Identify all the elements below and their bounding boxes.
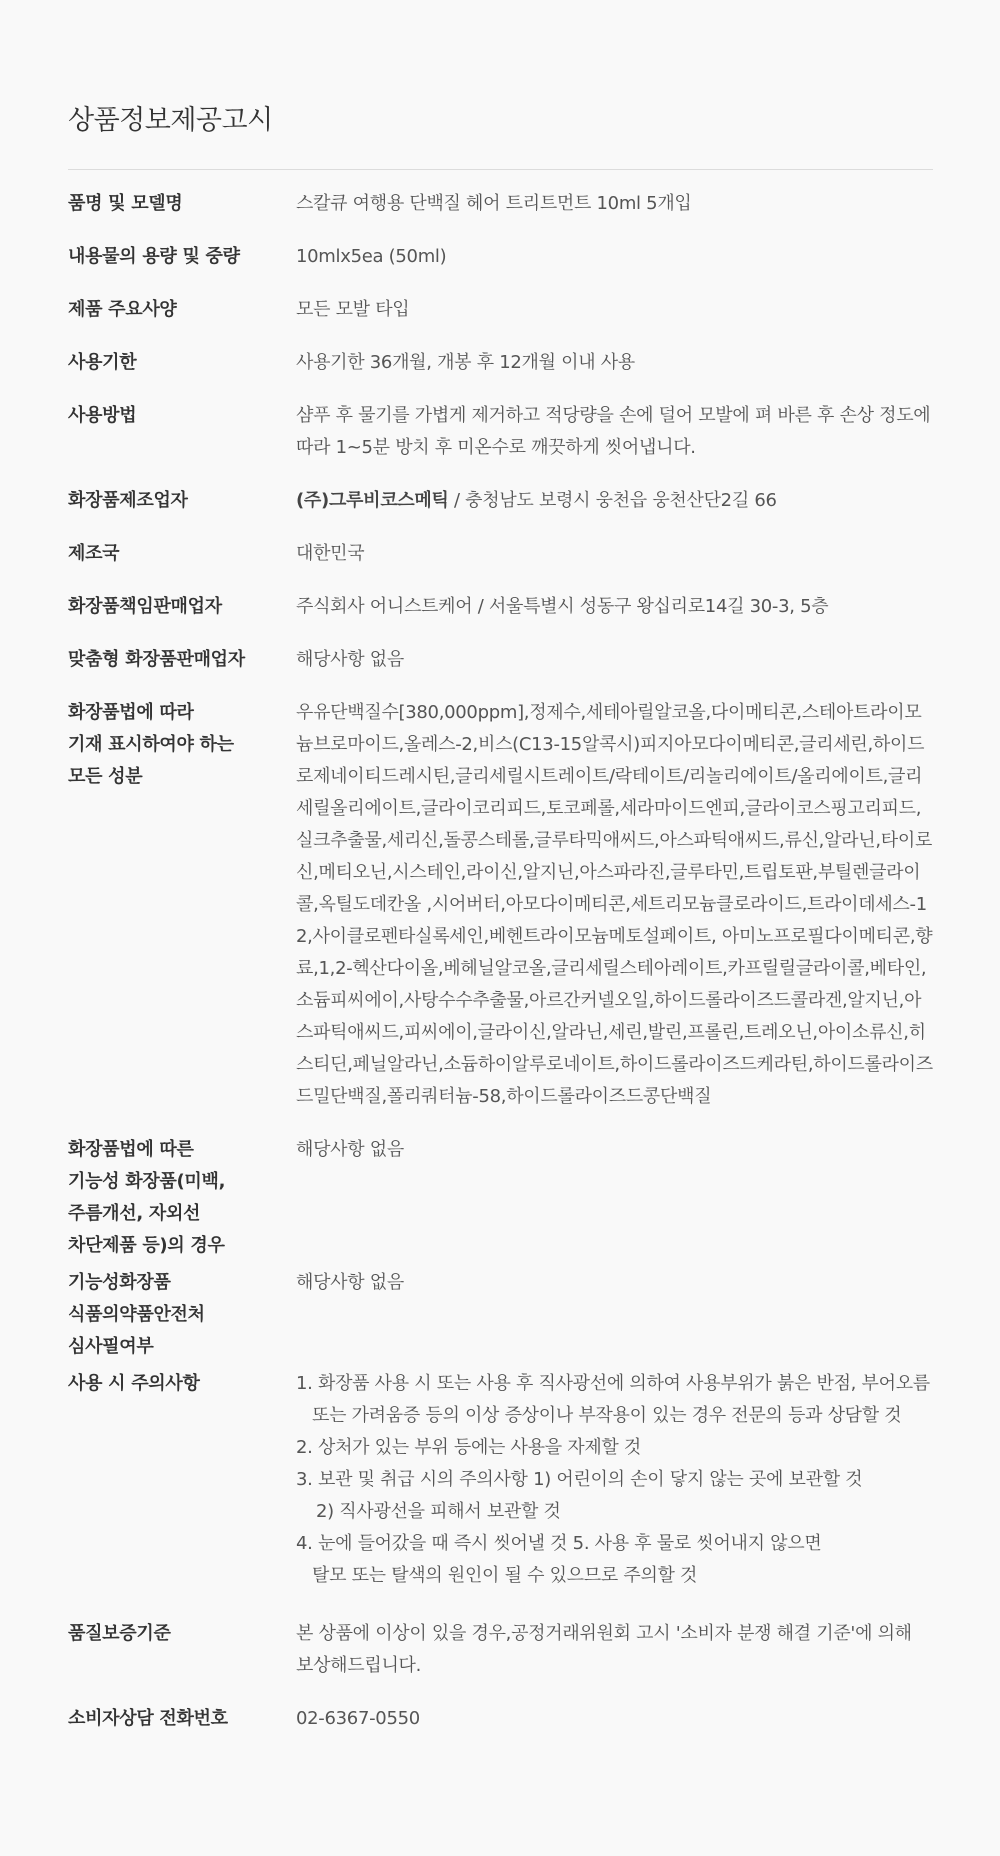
value-line: 샴푸 후 물기를 가볍게 제거하고 적당량을 손에 덜어 모발에 펴 바른 후 손상 정도에	[296, 405, 931, 426]
row-label: 맞춤형 화장품판매업자	[68, 649, 245, 670]
product-info-notice	[68, 0, 933, 1756]
row-label: 제조국	[68, 543, 120, 564]
row-value	[296, 485, 933, 517]
info-row-capacity	[68, 241, 933, 294]
info-row-functional	[68, 1134, 933, 1267]
row-value: 스칼큐 여행용 단백질 헤어 트리트먼트 10ml 5개입	[296, 193, 692, 214]
info-row-spec	[68, 294, 933, 347]
row-value	[296, 400, 933, 464]
row-label: 품질보증기준	[68, 1623, 171, 1644]
info-row-phone	[68, 1703, 933, 1756]
page-title: 상품정보제공고시	[68, 105, 273, 136]
row-label: 사용 시 주의사항	[68, 1373, 200, 1394]
info-row-manufacturer	[68, 485, 933, 538]
manufacturer-address: / 충청남도 보령시 웅천읍 웅천산단2길 66	[448, 490, 777, 511]
value-line: 또는 가려움증 등의 이상 증상이나 부작용이 있는 경우 전문의 등과 상담할 것	[312, 1405, 902, 1426]
info-row-review	[68, 1267, 933, 1368]
row-label: 제품 주요사양	[68, 299, 177, 320]
value-line: 2. 상처가 있는 부위 등에는 사용을 자제할 것	[296, 1437, 642, 1458]
info-row-warranty	[68, 1618, 933, 1703]
row-label: 사용기한	[68, 352, 137, 373]
value-line: 4. 눈에 들어갔을 때 즉시 씻어낼 것 5. 사용 후 물로 씻어내지 않으면	[296, 1533, 822, 1554]
row-label: 사용방법	[68, 405, 137, 426]
info-row-expiry	[68, 347, 933, 400]
value-line: 보상해드립니다.	[296, 1655, 422, 1676]
value-line: 탈모 또는 탈색의 원인이 될 수 있으므로 주의할 것	[312, 1565, 698, 1586]
row-value: 해당사항 없음	[296, 1272, 404, 1293]
row-label: 화장품법에 따른 기능성 화장품(미백, 주름개선, 자외선 차단제품 등)의 경우	[68, 1139, 226, 1256]
value-line: 2) 직사광선을 피해서 보관할 것	[316, 1501, 561, 1522]
row-label: 내용물의 용량 및 중량	[68, 246, 240, 267]
row-label: 화장품법에 따라 기재 표시하여야 하는 모든 성분	[68, 702, 234, 787]
info-row-custom-seller	[68, 644, 933, 697]
value-line: 따라 1~5분 방치 후 미온수로 깨끗하게 씻어냅니다.	[296, 437, 696, 458]
row-value: 우유단백질수[380,000ppm],정제수,세테아릴알코올,다이메티콘,스테아트라이모늄브로마이드,올레스-2,비스(C13-15알콕시)피지아모다이메티콘,글리세린,하이드로제네이티드레시틴,글리세릴시트레이트/락테이트/리놀리에이트/올리에이트,글리세릴올리에이트,글라이코리피드,토코페롤,세라마이드엔피,글라이코스핑고리피드,실크추출물,세리신,돌콩스테롤,글루타믹애씨드,아스파틱애씨드,류신,알라닌,타이로신,메티오닌,시스테인,라이신,알지닌,아스파라진,글루타민,트립토판,부틸렌글라이콜,옥틸도데칸올 ,시어버터,아모다이메티콘,세트리모늄클로라이드,트라이데세스-12,사이클로펜타실록세인,베헨트라이모늄메토설페이트, 아미노프로필다이메티콘,향료,1,2-헥산다이올,베헤닐알코올,글리세릴스테아레이트,카프릴릴글라이콜,베타인,소듐피씨에이,사탕수수추출물,아르간커넬오일,하이드롤라이즈드콜라겐,알지닌,아스파틱애씨드,피씨에이,글라이신,알라닌,세린,발린,프롤린,트레오닌,아이소류신,히스티딘,페닐알라닌,소듐하이알루로네이트,하이드롤라이즈드케라틴,하이드롤라이즈드밀단백질,폴리쿼터늄-58,하이드롤라이즈드콩단백질	[296, 702, 933, 1107]
row-label: 기능성화장품 식품의약품안전처 심사필여부	[68, 1272, 205, 1357]
row-value: 해당사항 없음	[296, 1139, 404, 1160]
row-value: 사용기한 36개월, 개봉 후 12개월 이내 사용	[296, 352, 635, 373]
row-label: 화장품제조업자	[68, 490, 188, 511]
info-row-usage	[68, 400, 933, 485]
row-value	[296, 1368, 933, 1592]
manufacturer-name: (주)그루비코스메틱	[296, 490, 449, 511]
row-label: 품명 및 모델명	[68, 193, 183, 214]
info-row-cautions	[68, 1368, 933, 1618]
value-line: 1. 화장품 사용 시 또는 사용 후 직사광선에 의하여 사용부위가 붉은 반점, 부어오름	[296, 1373, 930, 1394]
row-value: 해당사항 없음	[296, 649, 404, 670]
value-line: 본 상품에 이상이 있을 경우,공정거래위원회 고시 '소비자 분쟁 해결 기준'에 의해	[296, 1623, 912, 1644]
value-line: 3. 보관 및 취급 시의 주의사항 1) 어린이의 손이 닿지 않는 곳에 보관할 것	[296, 1469, 863, 1490]
row-value: 모든 모발 타입	[296, 299, 410, 320]
row-value: 주식회사 어니스트케어 / 서울특별시 성동구 왕십리로14길 30-3, 5층	[296, 596, 829, 617]
customer-phone: 02-6367-0550	[296, 1708, 420, 1729]
info-row-ingredients	[68, 697, 933, 1134]
row-label: 화장품책임판매업자	[68, 596, 222, 617]
row-value: 대한민국	[296, 543, 365, 564]
info-table	[68, 170, 933, 1756]
row-label: 소비자상담 전화번호	[68, 1708, 228, 1729]
info-row-seller	[68, 591, 933, 644]
row-value	[296, 1618, 933, 1682]
info-row-product-name	[68, 188, 933, 241]
info-row-country	[68, 538, 933, 591]
row-value: 10mlx5ea (50ml)	[296, 246, 447, 267]
